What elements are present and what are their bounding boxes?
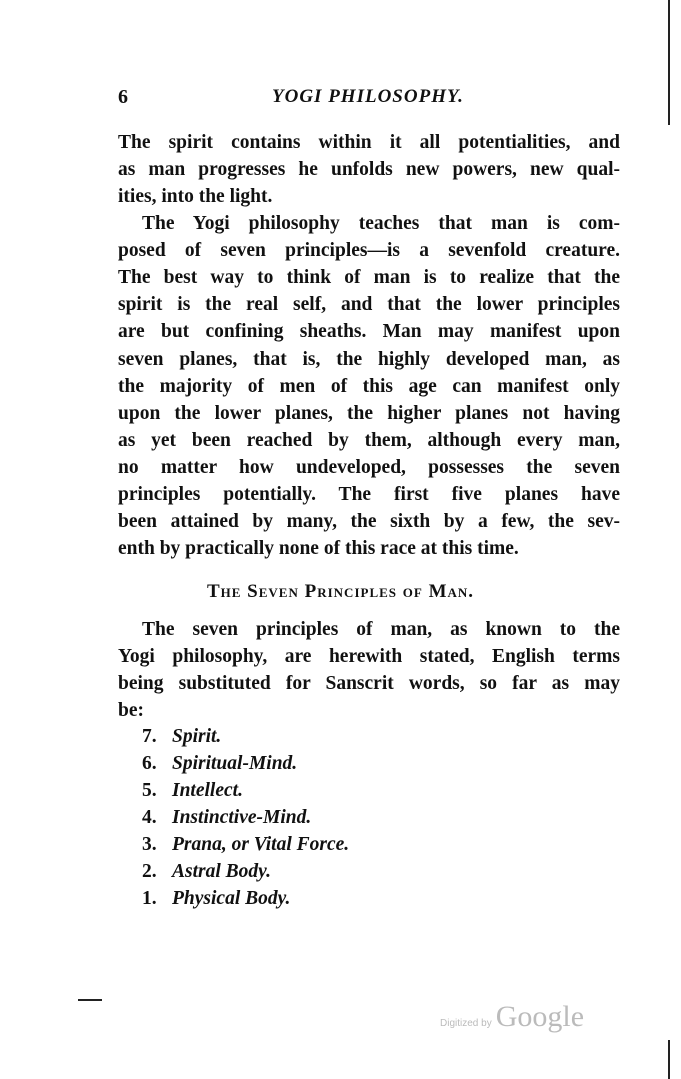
principle-number: 4. [142,807,157,828]
text-line: being substituted for Sanscrit words, so far as may [118,673,620,695]
text-line: as man progresses he unfolds new powers, new qual- [118,159,620,181]
principle-number: 5. [142,780,157,801]
principle-number: 2. [142,861,157,882]
principle-name: Intellect. [172,780,243,801]
text-line: Yogi philosophy, are herewith stated, English terms [118,646,620,668]
principle-number: 3. [142,834,157,855]
page-edge [668,1040,670,1079]
text-line: The seven principles of man, as known to the [142,619,620,640]
text-line: seven planes, that is, the highly developed man, as [118,348,620,370]
watermark-small: Digitized by [440,1018,492,1029]
principle-name: Prana, or Vital Force. [172,834,350,855]
page-number: 6 [118,86,128,108]
text-line: posed of seven principles—is a sevenfold creature. [118,240,620,262]
principle-number: 7. [142,726,157,747]
text-line: ities, into the light. [118,186,273,208]
principle-number: 6. [142,753,157,774]
principle-item [142,806,311,830]
text-line: are but confining sheaths. Man may manifest upon [118,321,620,343]
text-line: enth by practically none of this race at this time. [118,538,519,560]
principle-number: 1. [142,888,157,909]
principle-name: Astral Body. [172,861,271,882]
principle-item [142,779,243,803]
text-line: no matter how undeveloped, possesses the seven [118,456,620,478]
text-line: upon the lower planes, the higher planes not having [118,402,620,424]
principle-name: Spirit. [172,726,222,747]
text-line: as yet been reached by them, although every man, [118,429,620,451]
section-heading: The Seven Principles of Man. [206,581,475,602]
text-line: The Yogi philosophy teaches that man is com- [142,213,620,234]
text-line: spirit is the real self, and that the lower principles [118,294,620,316]
text-line: The best way to think of man is to realize that the [118,267,620,289]
google-watermark [440,1000,584,1034]
principle-item [142,752,297,776]
principle-name: Physical Body. [172,888,291,909]
principle-item [142,725,221,749]
principle-name: Instinctive-Mind. [172,807,312,828]
principle-item [142,833,349,857]
principle-item [142,860,271,884]
scan-mark [78,999,102,1001]
text-line: be: [118,700,144,722]
running-head: YOGI PHILOSOPHY. [272,86,464,107]
page-edge [668,0,670,125]
text-line: been attained by many, the sixth by a few, the sev- [118,511,620,533]
text-line: The spirit contains within it all potentialities, and [118,132,620,153]
text-line: principles potentially. The first five planes have [118,484,620,505]
text-line: the majority of men of this age can manifest only [118,375,620,397]
watermark-brand: Google [495,1000,585,1033]
principle-name: Spiritual-Mind. [172,753,298,774]
principle-item [142,887,290,911]
